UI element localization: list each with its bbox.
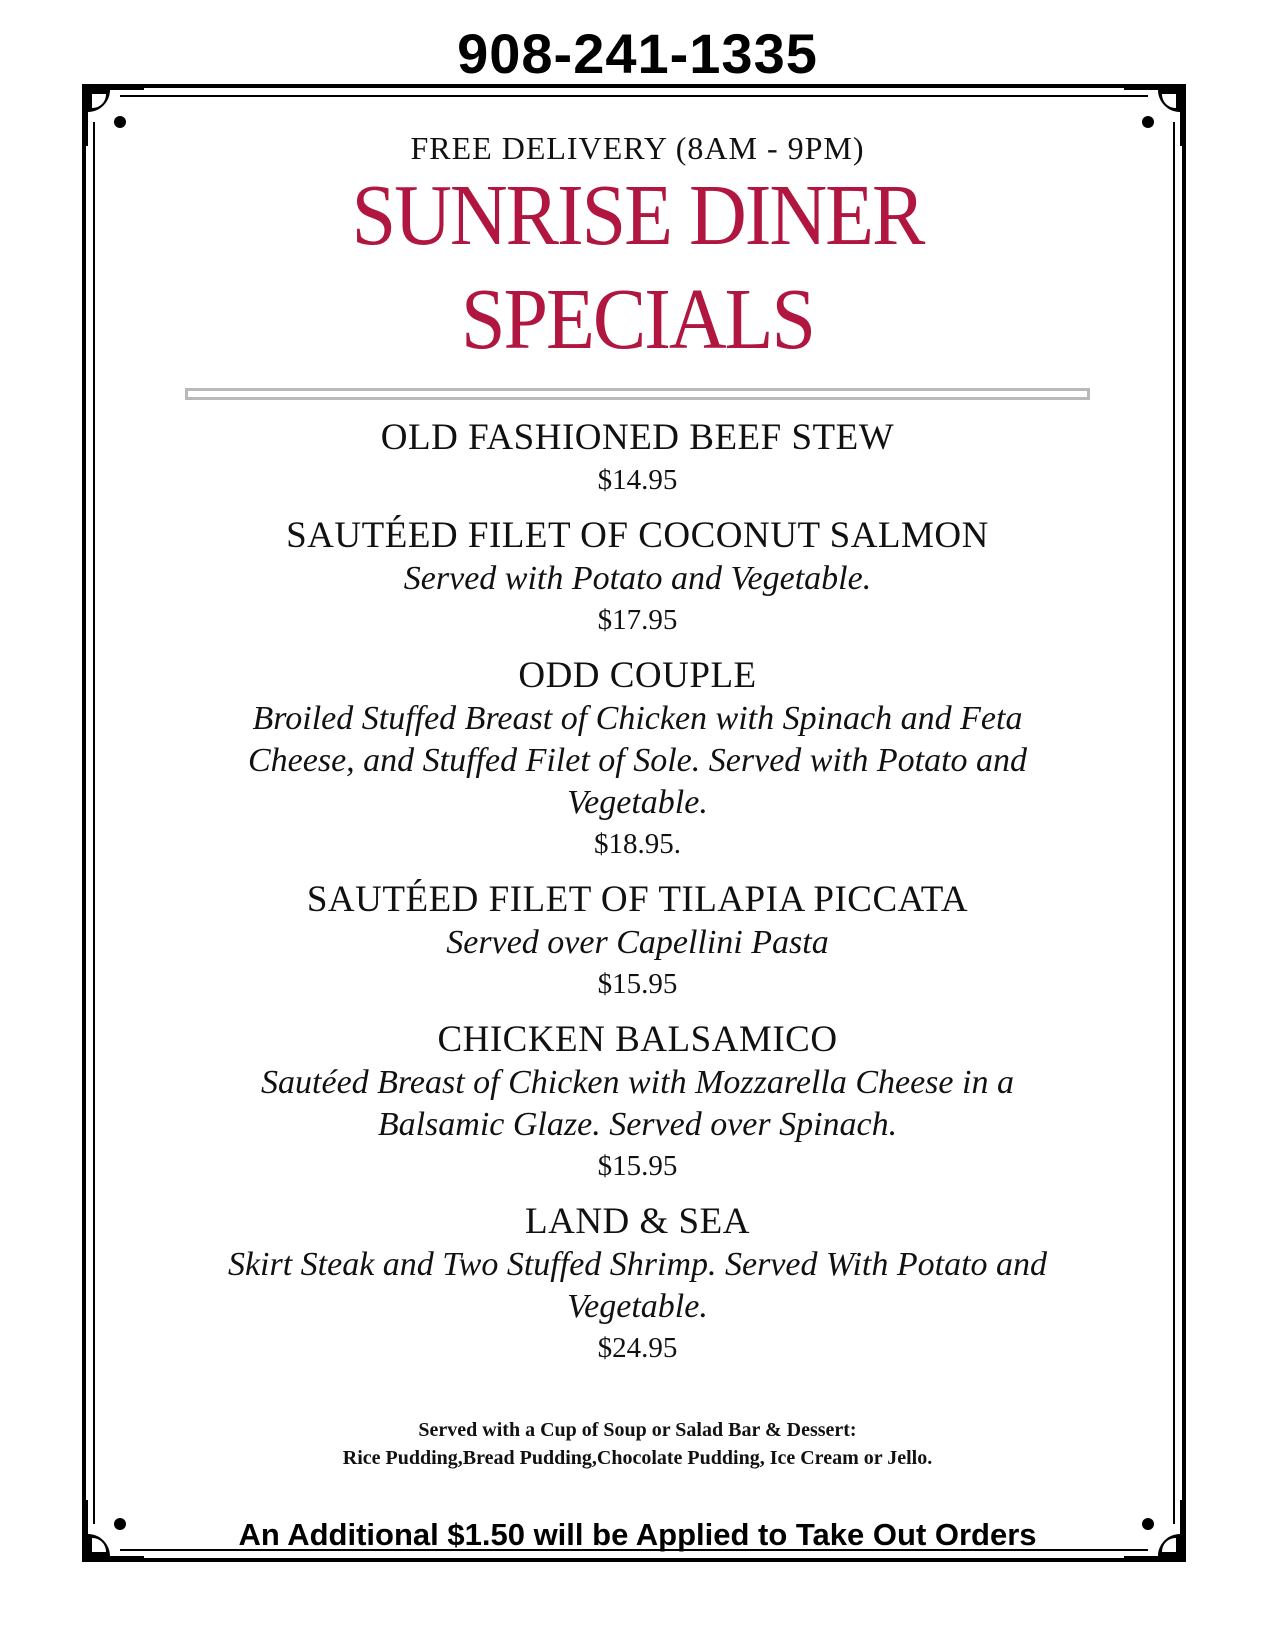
item-price: $24.95 bbox=[597, 1332, 678, 1364]
item-name: LAND & SEA bbox=[525, 1201, 750, 1242]
item-name: ODD COUPLE bbox=[518, 655, 757, 696]
specials-list bbox=[180, 416, 1095, 1368]
item-price: $17.95 bbox=[597, 604, 678, 636]
item-name: SAUTÉED FILET OF TILAPIA PICCATA bbox=[306, 879, 969, 920]
menu-title: SUNRISE DINER SPECIALS bbox=[351, 168, 924, 368]
menu-item-tilapia-piccata bbox=[180, 878, 1095, 1004]
menu-item-chicken-balsamico bbox=[180, 1018, 1095, 1186]
item-description: Sautéed Breast of Chicken with Mozzarella Cheese in a Balsamic Glaze. Served over Spinach. bbox=[261, 1064, 1014, 1143]
item-description: Broiled Stuffed Breast of Chicken with Spinach and Feta Cheese, and Stuffed Filet of Sole. Served with Potato and Vegetable. bbox=[247, 700, 1028, 821]
corner-ornament-top-right bbox=[1124, 82, 1188, 146]
item-name: SAUTÉED FILET OF COCONUT SALMON bbox=[286, 515, 989, 556]
menu-item-coconut-salmon bbox=[180, 514, 1095, 640]
item-description: Served with Potato and Vegetable. bbox=[403, 560, 872, 597]
item-name: OLD FASHIONED BEEF STEW bbox=[380, 417, 895, 458]
takeout-surcharge-note: An Additional $1.50 will be Applied to Take Out Orders bbox=[238, 1517, 1037, 1552]
item-description: Served over Capellini Pasta bbox=[446, 924, 829, 961]
included-sides-line-1: Served with a Cup of Soup or Salad Bar & Dessert: bbox=[418, 1419, 857, 1441]
item-price: $18.95. bbox=[594, 828, 681, 860]
item-description: Skirt Steak and Two Stuffed Shrimp. Served With Potato and Vegetable. bbox=[227, 1246, 1048, 1325]
delivery-info: FREE DELIVERY (8AM - 9PM) bbox=[410, 130, 865, 166]
menu-item-beef-stew bbox=[180, 416, 1095, 500]
item-price: $15.95 bbox=[597, 1150, 678, 1182]
item-name: CHICKEN BALSAMICO bbox=[437, 1019, 838, 1060]
item-price: $15.95 bbox=[597, 968, 678, 1000]
dessert-options-line: Rice Pudding,Bread Pudding,Chocolate Pudding, Ice Cream or Jello. bbox=[342, 1447, 933, 1469]
included-sides-note bbox=[180, 1416, 1095, 1472]
menu-item-odd-couple bbox=[180, 654, 1095, 864]
corner-ornament-bottom-left bbox=[80, 1500, 144, 1564]
phone-number: 908-241-1335 bbox=[457, 22, 818, 85]
menu-content bbox=[180, 128, 1095, 1382]
item-price: $14.95 bbox=[597, 464, 678, 496]
corner-ornament-top-left bbox=[80, 82, 144, 146]
title-divider bbox=[185, 388, 1090, 400]
corner-ornament-bottom-right bbox=[1124, 1500, 1188, 1564]
menu-item-land-and-sea bbox=[180, 1200, 1095, 1368]
